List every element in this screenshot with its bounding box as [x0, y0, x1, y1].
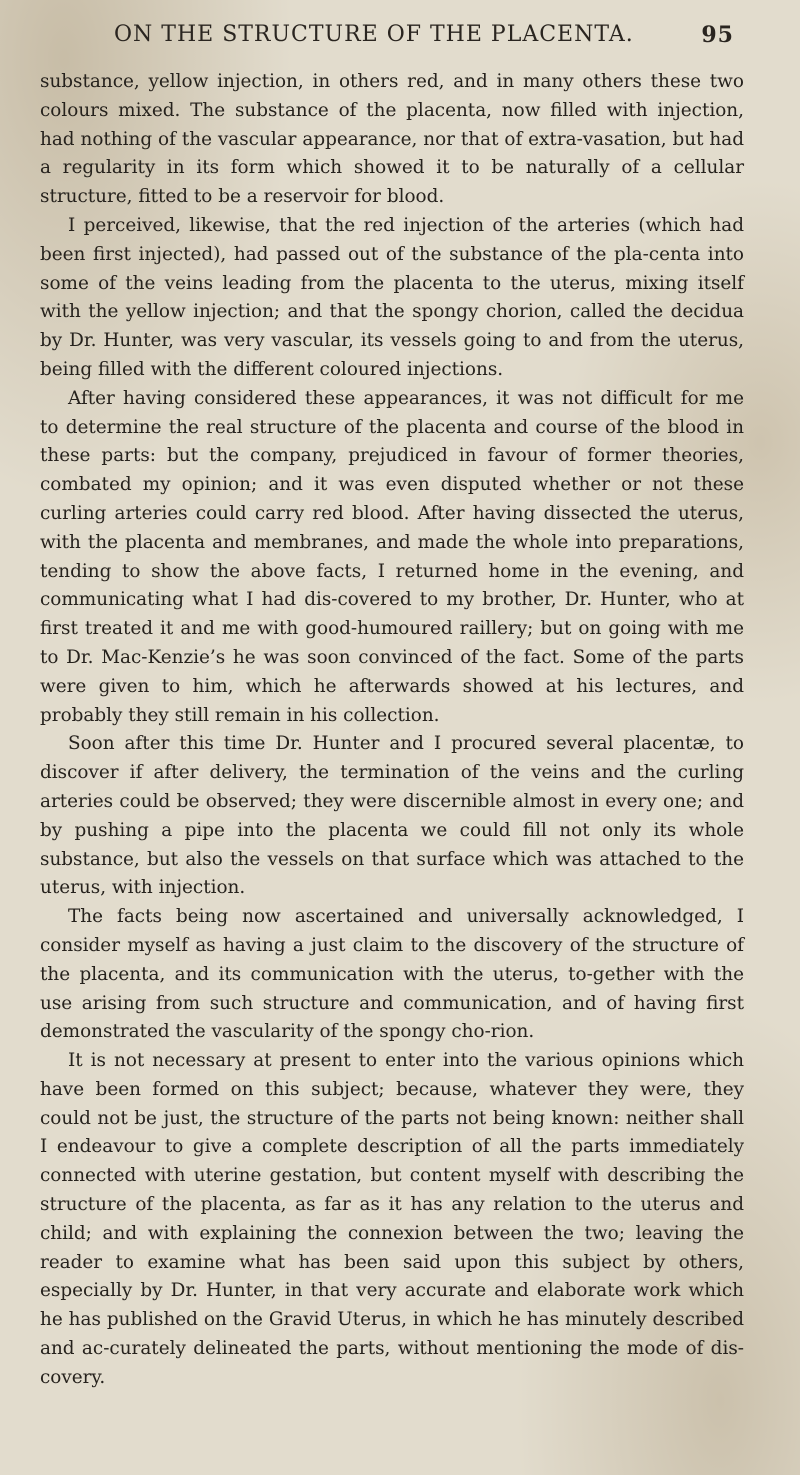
paragraph-1: substance, yellow injection, in others red, and in many others these two colours mixed. The substance of the placenta, now filled with injection, had nothing of the vascular appearance, nor that of extra-vasation, but had a regularity in its form which showed it to be naturally of a cellular structure, fitted to be a reservoir for blood. [40, 71, 744, 208]
running-title: ON THE STRUCTURE OF THE PLACENTA. [114, 22, 634, 47]
page-header [114, 22, 734, 52]
paragraph-2: I perceived, likewise, that the red injection of the arteries (which had been first injected), had passed out of the substance of the pla-centa into some of the veins leading from the placenta to the uterus, mixing itself with the yellow injection; and that the spongy chorion, called the decidua by Dr. Hunter, was very vascular, its vessels going to and from the uterus, being filled with the different coloured injections. [40, 214, 744, 380]
paragraph-4: Soon after this time Dr. Hunter and I procured several placentæ, to discover if after delivery, the termination of the veins and the curling arteries could be observed; they were discernible almost in every one; and by pushing a pipe into the placenta we could fill not only its whole substance, but also the vessels on that surface which was attached to the uterus, with injection. [40, 733, 744, 899]
page-number: 95 [701, 22, 734, 48]
paragraph-3: After having considered these appearances, it was not difficult for me to determine the real structure of the placenta and course of the blood in these parts: but the company, prejudiced in favour of former theories, combated my opinion; and it was even disputed whether or not these curling arteries could carry red blood. After having dissected the uterus, with the placenta and membranes, and made the whole into preparations, tending to show the above facts, I returned home in the evening, and communicating what I had dis-covered to my brother, Dr. Hunter, who at first treated it and me with good-humoured raillery; but on going with me to Dr. Mac-Kenzie’s he was soon convinced of the fact. Some of the parts were given to him, which he afterwards showed at his lectures, and probably they still remain in his collection. [40, 387, 744, 726]
paragraph-6: It is not necessary at present to enter into the various opinions which have been formed on this subject; because, whatever they were, they could not be just, the structure of the parts not being known: neither shall I endeavour to give a complete description of all the parts immediately connected with uterine gestation, but content myself with describing the structure of the placenta, as far as it has any relation to the uterus and child; and with explaining the connexion between the two; leaving the reader to examine what has been said upon this subject by others, especially by Dr. Hunter, in that very accurate and elaborate work which he has published on the Gravid Uterus, in which he has minutely described and ac-curately delineated the parts, without mentioning the mode of dis-covery. [40, 1050, 744, 1388]
body-text [40, 68, 744, 1393]
paragraph-5: The facts being now ascertained and universally acknowledged, I consider myself as having a just claim to the discovery of the structure of the placenta, and its communication with the uterus, to-gether with the use arising from such structure and communication, and of having first demonstrated the vascularity of the spongy cho-rion. [40, 906, 744, 1043]
